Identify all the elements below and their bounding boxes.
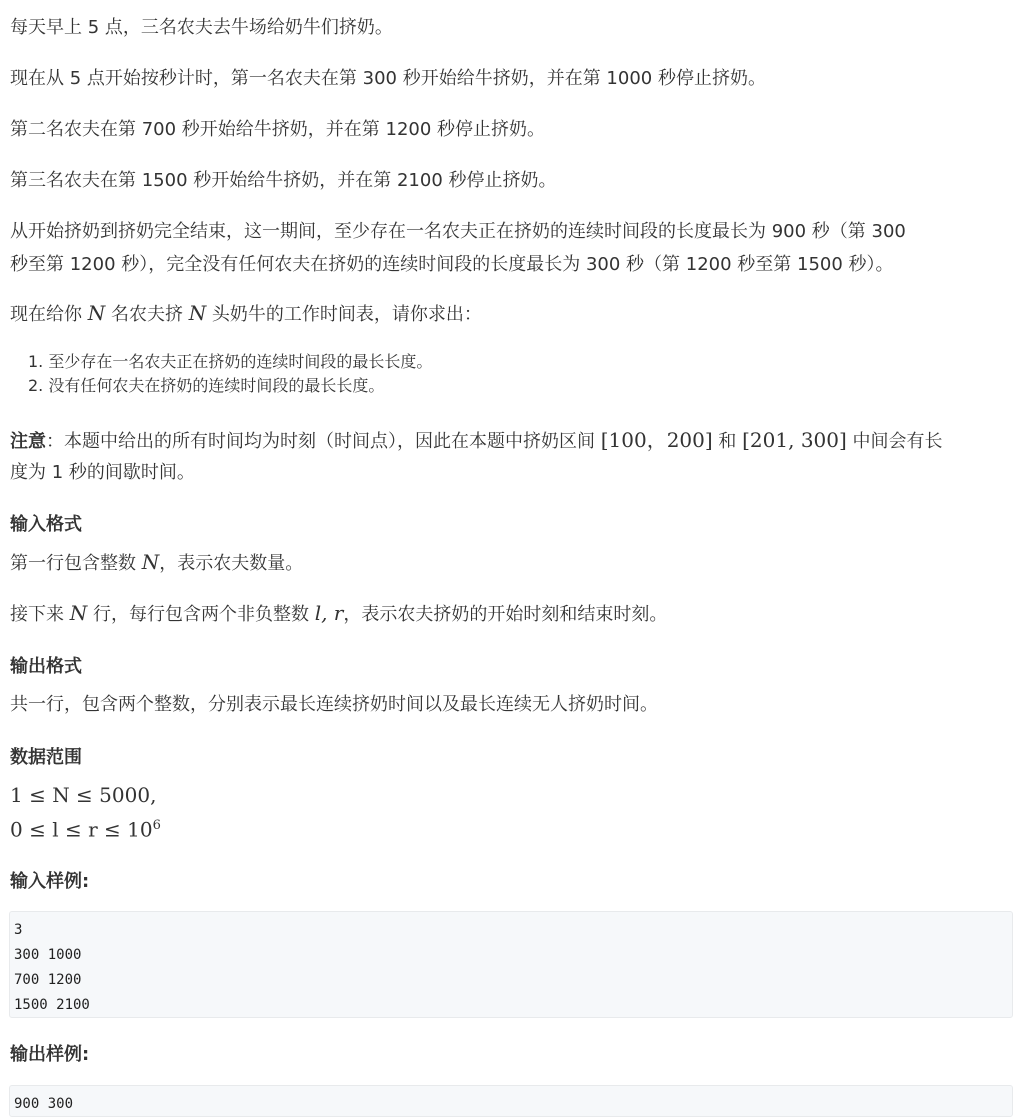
output-format-heading: 输出格式 xyxy=(10,656,82,677)
data-range-heading: 数据范围 xyxy=(10,747,82,768)
intro-paragraph-1: 每天早上 5 点，三名农夫去牛场给奶牛们挤奶。 xyxy=(10,17,393,38)
intro-paragraph-5-line-1: 从开始挤奶到挤奶完全结束，这一期间，至少存在一名农夫正在挤奶的连续时间段的长度最长为 900 秒（第 300 xyxy=(10,221,906,242)
intro-paragraph-4: 第三名农夫在第 1500 秒开始给牛挤奶，并在第 2100 秒停止挤奶。 xyxy=(10,170,557,191)
input-format-line-2-suffix: ，表示农夫挤奶的开始时刻和结束时刻。 xyxy=(343,604,668,625)
intro-paragraph-6 xyxy=(10,300,1018,328)
note-text-a: ：本题中给出的所有时间均为时刻（时间点），因此在本题中挤奶区间 xyxy=(46,431,601,452)
variable-n: N xyxy=(188,301,207,325)
variable-n: N xyxy=(69,601,88,625)
note-text-b: 和 xyxy=(712,431,743,452)
input-format-line-1 xyxy=(10,549,1018,577)
variables-l-r: l, r xyxy=(314,601,344,625)
intro-paragraph-5-line-2: 秒至第 1200 秒），完全没有任何农夫在挤奶的连续时间段的长度最长为 300 秒（第 1200 秒至第 1500 秒）。 xyxy=(10,254,894,275)
data-range-exponent: 6 xyxy=(152,818,161,833)
input-format-line-2 xyxy=(10,600,1018,628)
input-format-line-1-prefix: 第一行包含整数 xyxy=(10,553,142,574)
sample-output-code: 900 300 xyxy=(9,1085,1013,1117)
intro-paragraph-6-middle: 名农夫挤 xyxy=(105,304,189,325)
input-format-line-2-middle: 行，每行包含两个非负整数 xyxy=(87,604,315,625)
output-format-line-1: 共一行，包含两个整数，分别表示最长连续挤奶时间以及最长连续无人挤奶时间。 xyxy=(10,694,658,715)
sample-input-heading: 输入样例: xyxy=(10,871,90,892)
interval-2: [201, 300] xyxy=(742,428,847,452)
note-text-c: 中间会有长 xyxy=(846,431,943,452)
variable-n: N xyxy=(141,550,160,574)
intro-paragraph-2: 现在从 5 点开始按秒计时，第一名农夫在第 300 秒开始给牛挤奶，并在第 1000 秒停止挤奶。 xyxy=(10,68,766,89)
intro-paragraph-6-suffix: 头奶牛的工作时间表，请你求出： xyxy=(206,304,482,325)
data-range-line-1: 1 ≤ N ≤ 5000, xyxy=(10,783,157,807)
sample-output-heading: 输出样例: xyxy=(10,1044,90,1065)
sample-input-code: 3 300 1000 700 1200 1500 2100 xyxy=(9,911,1013,1018)
input-format-line-2-prefix: 接下来 xyxy=(10,604,70,625)
variable-n: N xyxy=(87,301,106,325)
list-item: 1. 至少存在一名农夫正在挤奶的连续时间段的最长长度。 xyxy=(28,352,433,371)
list-item: 2. 没有任何农夫在挤奶的连续时间段的最长长度。 xyxy=(28,376,385,395)
input-format-heading: 输入格式 xyxy=(10,514,82,535)
input-format-line-1-suffix: ，表示农夫数量。 xyxy=(159,553,304,574)
data-range-line-2 xyxy=(10,813,1018,843)
note-paragraph xyxy=(10,427,1018,455)
interval-1: [100，200] xyxy=(600,428,713,452)
intro-paragraph-6-prefix: 现在给你 xyxy=(10,304,88,325)
note-line-2: 度为 1 秒的间歇时间。 xyxy=(10,462,195,483)
intro-paragraph-3: 第二名农夫在第 700 秒开始给牛挤奶，并在第 1200 秒停止挤奶。 xyxy=(10,119,546,140)
task-list xyxy=(10,350,1010,398)
note-label: 注意 xyxy=(10,431,46,452)
data-range-line-2-base: 0 ≤ l ≤ r ≤ 10 xyxy=(10,817,153,842)
